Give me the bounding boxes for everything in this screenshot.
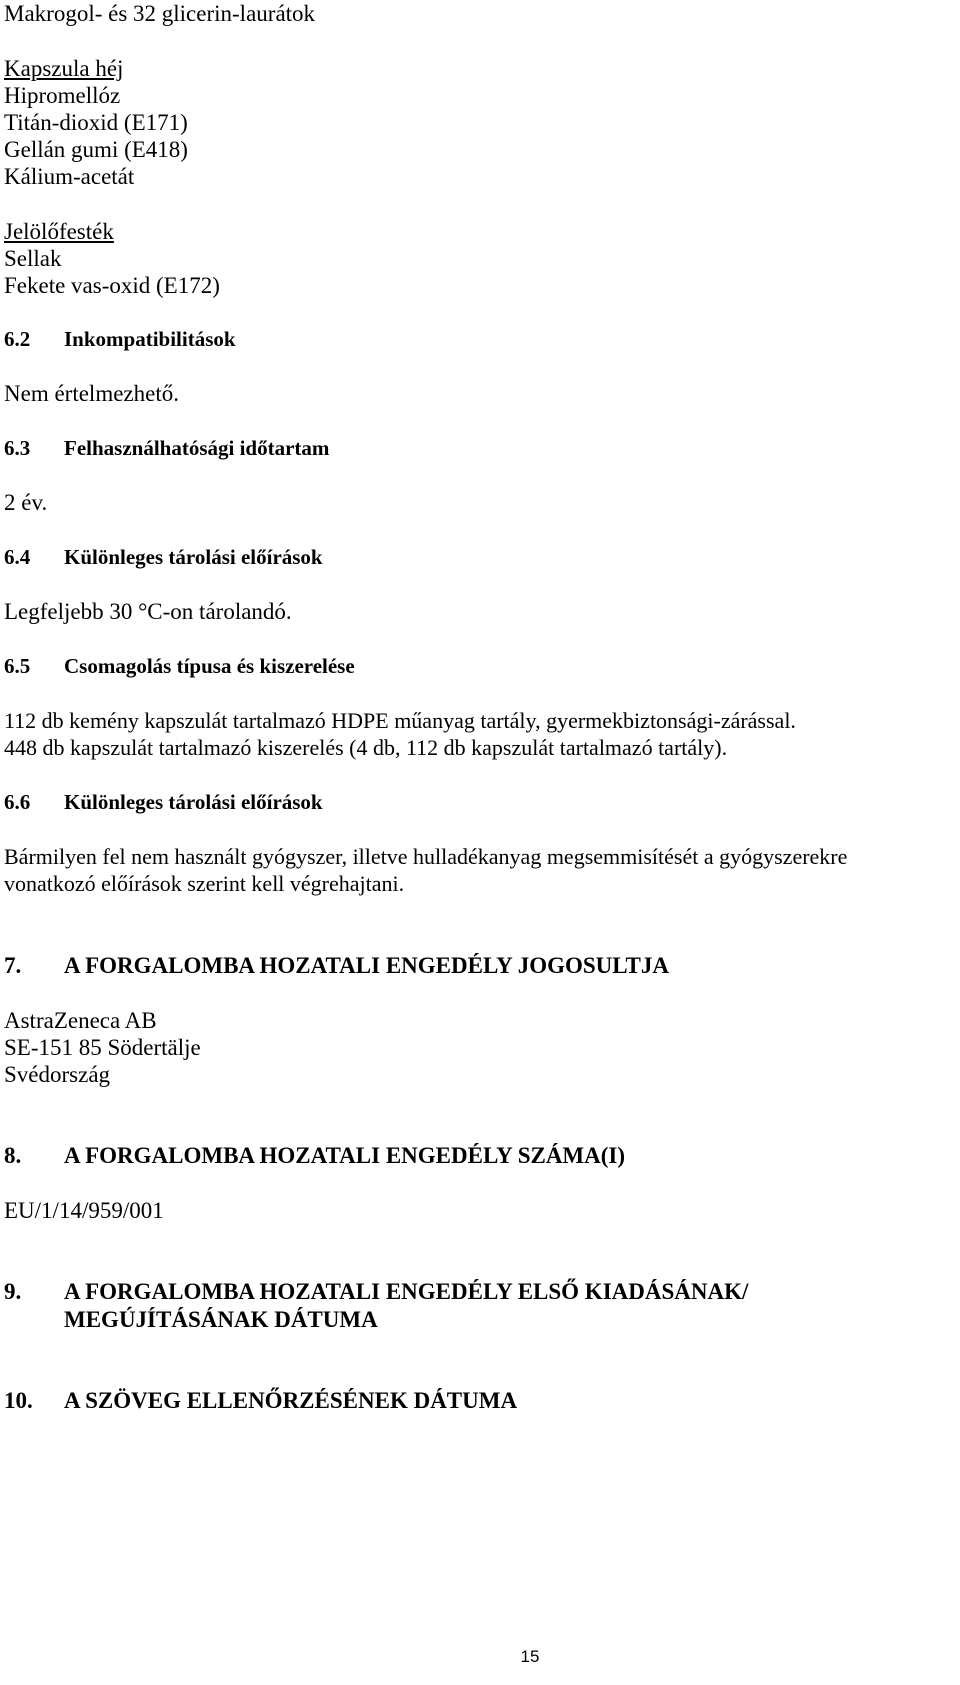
section-number: 9. <box>4 1279 22 1304</box>
section-title: A FORGALOMBA HOZATALI ENGEDÉLY SZÁMA(I) <box>64 1143 626 1168</box>
section-text: Legfeljebb 30 °C-on tárolandó. <box>4 599 292 624</box>
section-title: Felhasználhatósági időtartam <box>64 436 330 460</box>
section-heading-6-2 <box>4 325 236 353</box>
section-number: 6.6 <box>4 790 31 814</box>
section-heading-9 <box>4 1278 748 1334</box>
capsule-shell-heading: Kapszula héj <box>4 56 124 81</box>
section-text: 112 db kemény kapszulát tartalmazó HDPE műanyag tartály, gyermekbiztonsági-zárással. <box>4 708 796 733</box>
section-heading-6-5 <box>4 652 355 680</box>
section-title: Csomagolás típusa és kiszerelése <box>64 654 355 678</box>
section-number: 7. <box>4 953 22 978</box>
section-number: 6.2 <box>4 327 31 351</box>
section-text: Bármilyen fel nem használt gyógyszer, illetve hulladékanyag megsemmisítését a gyógyszerekre <box>4 844 848 869</box>
page-number: 15 <box>520 1647 540 1666</box>
section-title: A FORGALOMBA HOZATALI ENGEDÉLY JOGOSULTJA <box>64 953 669 978</box>
section-text: 2 év. <box>4 490 48 515</box>
section-heading-8 <box>4 1142 625 1170</box>
section-text: Nem értelmezhető. <box>4 381 179 406</box>
marking-ink-item: Fekete vas-oxid (E172) <box>4 273 220 298</box>
section-number: 10. <box>4 1388 33 1413</box>
capsule-shell-item: Hipromellóz <box>4 83 121 108</box>
capsule-shell-item: Gellán gumi (E418) <box>4 137 188 162</box>
excipient-fill-line: Makrogol- és 32 glicerin-laurátok <box>4 1 316 26</box>
section-title-line: MEGÚJÍTÁSÁNAK DÁTUMA <box>64 1307 378 1332</box>
section-heading-6-6 <box>4 788 323 816</box>
marking-ink-heading: Jelölőfesték <box>4 219 114 244</box>
capsule-shell-item: Kálium-acetát <box>4 164 135 189</box>
mah-address-line: SE-151 85 Södertälje <box>4 1035 201 1060</box>
section-title: A SZÖVEG ELLENŐRZÉSÉNEK DÁTUMA <box>64 1388 518 1413</box>
section-text: vonatkozó előírások szerint kell végrehajtani. <box>4 871 405 896</box>
section-title <box>64 1278 748 1334</box>
section-heading-6-3 <box>4 434 329 462</box>
document-page <box>4 0 956 1685</box>
authorisation-number: EU/1/14/959/001 <box>4 1198 164 1223</box>
section-number: 6.5 <box>4 654 31 678</box>
marking-ink-item: Sellak <box>4 246 62 271</box>
mah-address-line: Svédország <box>4 1062 111 1087</box>
section-number: 6.4 <box>4 545 31 569</box>
capsule-shell-item: Titán-dioxid (E171) <box>4 110 188 135</box>
section-title: Inkompatibilitások <box>64 327 236 351</box>
section-title: Különleges tárolási előírások <box>64 790 323 814</box>
section-heading-6-4 <box>4 543 323 571</box>
section-title: Különleges tárolási előírások <box>64 545 323 569</box>
section-heading-10 <box>4 1387 517 1415</box>
section-number: 6.3 <box>4 436 31 460</box>
section-title-line: A FORGALOMBA HOZATALI ENGEDÉLY ELSŐ KIADÁSÁNAK/ <box>64 1279 749 1304</box>
section-heading-7 <box>4 952 669 980</box>
section-number: 8. <box>4 1143 22 1168</box>
mah-address-line: AstraZeneca AB <box>4 1008 157 1033</box>
section-text: 448 db kapszulát tartalmazó kiszerelés (4 db, 112 db kapszulát tartalmazó tartály). <box>4 735 728 760</box>
